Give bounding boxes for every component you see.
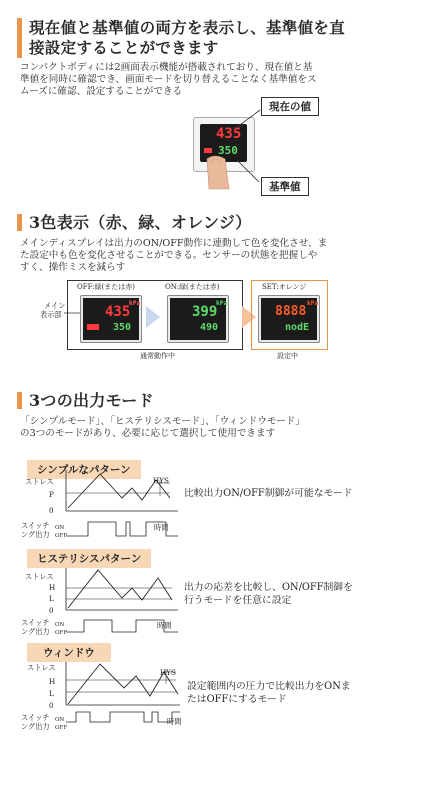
section-accent-bar bbox=[17, 214, 22, 231]
window-zero-label: 0 bbox=[49, 701, 54, 710]
lcd-off-unit: kPa bbox=[129, 300, 141, 307]
lcd-set-unit: kPa bbox=[307, 300, 319, 307]
lcd-on-main: 399 bbox=[192, 304, 218, 320]
finger-illustration bbox=[203, 155, 233, 191]
device-main-value: 435 bbox=[216, 126, 242, 142]
simple-switch-label1: スイッチ bbox=[21, 521, 50, 530]
window-on-label: ON bbox=[55, 717, 65, 723]
simple-pattern-chart bbox=[60, 470, 180, 540]
hysteresis-pattern-label: ヒステリシスパターン bbox=[27, 549, 151, 568]
caption-normal-operation: 通常動作中 bbox=[140, 352, 175, 360]
hysteresis-time-label: 時間 bbox=[157, 621, 172, 630]
window-pattern-chart bbox=[60, 662, 182, 732]
hysteresis-pattern-chart bbox=[60, 568, 180, 638]
hysteresis-l-label: L bbox=[49, 594, 54, 603]
section1-body-line2: 準値を同時に確認でき、画面モードを切り替えることなく基準値をス bbox=[20, 74, 317, 85]
window-off-label: OFF bbox=[55, 725, 68, 731]
hysteresis-off-label: OFF bbox=[55, 630, 68, 636]
window-h-label: H bbox=[49, 677, 56, 686]
hysteresis-description-line1: 出力の応差を比較し、ON/OFF制御を bbox=[184, 582, 353, 593]
section1-title-line2: 接設定することができます bbox=[29, 38, 219, 57]
simple-on-label: ON bbox=[55, 525, 65, 531]
callout-current-value: 現在の値 bbox=[261, 97, 319, 116]
section-accent-bar bbox=[17, 18, 22, 58]
device-sub-value: 350 bbox=[218, 144, 238, 157]
arrow-right-icon bbox=[146, 306, 162, 328]
window-description-line1: 設定範囲内の圧力で比較出力をONま bbox=[187, 681, 351, 692]
caption-setting: 設定中 bbox=[277, 352, 298, 360]
lcd-on-sub: 490 bbox=[200, 322, 219, 333]
lcd-set-sub: nodE bbox=[285, 322, 310, 333]
lcd-on-unit: kPa bbox=[216, 300, 228, 307]
simple-hys-label: HYS bbox=[153, 476, 169, 485]
window-description-line2: たはOFFにするモード bbox=[187, 694, 287, 705]
section2-title: 3色表示（赤、緑、オレンジ） bbox=[29, 213, 252, 232]
hysteresis-switch-label2: ング出力 bbox=[21, 627, 50, 636]
panel-off-title: OFF:緑(または赤) bbox=[77, 283, 136, 291]
main-display-label-line1: メイン bbox=[44, 301, 66, 310]
callout-line-current bbox=[225, 108, 265, 138]
section3-body-line1: 「シンプルモード」、「ヒステリシスモード」、「ウィンドウモード」 bbox=[20, 416, 305, 427]
window-l-label: L bbox=[49, 689, 54, 698]
lcd-off-sub: 350 bbox=[113, 322, 132, 333]
main-display-label-line2: 表示部 bbox=[40, 310, 62, 319]
section2-body-line2: た設定中も色を変化させることができる。センサーの状態を把握しや bbox=[20, 250, 318, 261]
hysteresis-y-label: ストレス bbox=[25, 572, 54, 581]
simple-switch-label2: ング出力 bbox=[21, 530, 50, 539]
callout-reference-value: 基準値 bbox=[261, 177, 309, 196]
lcd-on bbox=[167, 295, 229, 343]
lcd-off bbox=[80, 295, 142, 343]
hysteresis-zero-label: 0 bbox=[49, 606, 54, 615]
simple-p-label: P bbox=[49, 490, 54, 499]
window-y-label: ストレス bbox=[27, 663, 56, 672]
section1-body-line3: ムーズに確認、設定することができる bbox=[20, 86, 183, 97]
device-indicator bbox=[204, 148, 212, 153]
window-switch-label1: スイッチ bbox=[21, 713, 50, 722]
hysteresis-description-line2: 行うモードを任意に設定 bbox=[184, 595, 292, 606]
hysteresis-on-label: ON bbox=[55, 622, 65, 628]
lcd-set bbox=[258, 295, 320, 343]
section3-body-line2: の3つのモードがあり、必要に応じて選択して使用できます bbox=[20, 428, 276, 439]
panel-on-title: ON:緑(または赤) bbox=[165, 283, 220, 291]
window-switch-label2: ング出力 bbox=[21, 722, 50, 731]
section1-body-line1: コンパクトボディには2画面表示機能が搭載されており、現在値と基 bbox=[20, 62, 313, 73]
section3-title: 3つの出力モード bbox=[29, 391, 154, 410]
simple-time-label: 時間 bbox=[154, 523, 169, 532]
simple-off-label: OFF bbox=[55, 533, 68, 539]
window-hys-label: HYS bbox=[160, 668, 176, 677]
hysteresis-switch-label1: スイッチ bbox=[21, 618, 50, 627]
lcd-off-indicator bbox=[87, 324, 99, 330]
lcd-set-main: 8888 bbox=[275, 304, 307, 319]
panel-set-title: SET:オレンジ bbox=[262, 283, 307, 291]
section2-body-line1: メインディスプレイは出力のON/OFF動作に連動して色を変化させ、ま bbox=[20, 238, 328, 249]
simple-description: 比較出力ON/OFF制御が可能なモード bbox=[184, 488, 353, 499]
hysteresis-h-label: H bbox=[49, 583, 56, 592]
window-pattern-label: ウィンドウ bbox=[27, 643, 111, 662]
section2-body-line3: すく、操作ミスを減らす bbox=[20, 262, 126, 273]
window-time-label: 時間 bbox=[167, 717, 182, 726]
lcd-off-main: 435 bbox=[105, 304, 131, 320]
simple-pattern-label: シンプルなパターン bbox=[27, 460, 141, 479]
section-accent-bar bbox=[17, 392, 22, 409]
section1-title-line1: 現在値と基準値の両方を表示し、基準値を直 bbox=[29, 18, 346, 37]
simple-zero-label: 0 bbox=[49, 506, 54, 515]
simple-y-label: ストレス bbox=[25, 477, 54, 486]
